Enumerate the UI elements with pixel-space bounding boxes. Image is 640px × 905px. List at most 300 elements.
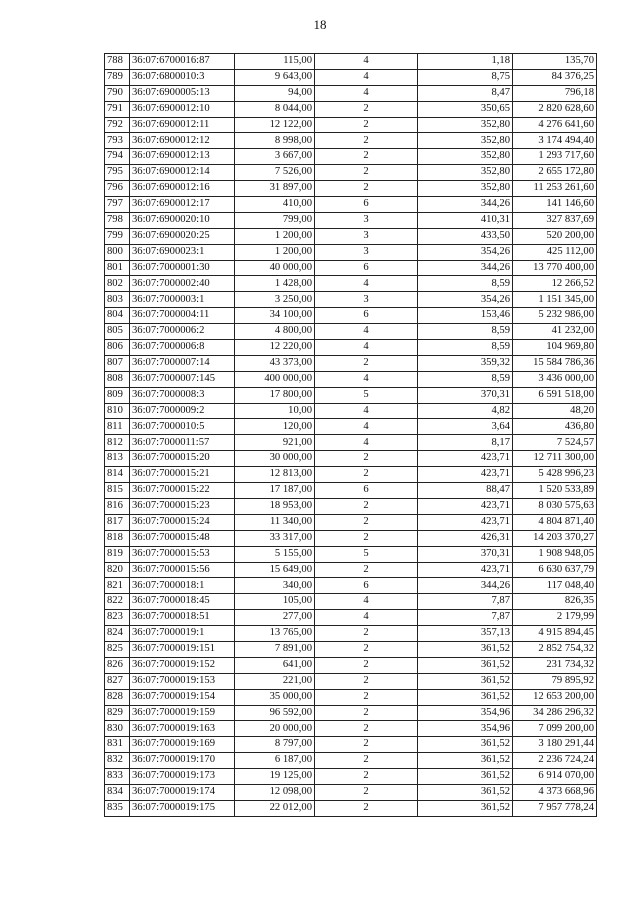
rate-cell: 361,52 <box>418 657 513 673</box>
rate-cell: 8,17 <box>418 435 513 451</box>
cadastral-number-cell: 36:07:7000019:154 <box>130 689 235 705</box>
table-row <box>105 721 597 737</box>
rate-cell: 8,59 <box>418 324 513 340</box>
category-cell: 2 <box>315 784 418 800</box>
area-cell: 22 012,00 <box>235 800 315 816</box>
row-number-cell: 788 <box>105 54 130 70</box>
area-cell: 1 200,00 <box>235 244 315 260</box>
cost-cell: 3 436 000,00 <box>513 371 597 387</box>
cadastral-number-cell: 36:07:7000019:173 <box>130 769 235 785</box>
table-row <box>105 641 597 657</box>
cost-cell: 3 180 291,44 <box>513 737 597 753</box>
category-cell: 2 <box>315 514 418 530</box>
area-cell: 19 125,00 <box>235 769 315 785</box>
cost-cell: 4 804 871,40 <box>513 514 597 530</box>
table-row <box>105 212 597 228</box>
area-cell: 94,00 <box>235 85 315 101</box>
category-cell: 2 <box>315 705 418 721</box>
area-cell: 4 800,00 <box>235 324 315 340</box>
cadastral-number-cell: 36:07:7000019:151 <box>130 641 235 657</box>
cadastral-number-cell: 36:07:6900023:1 <box>130 244 235 260</box>
area-cell: 17 187,00 <box>235 483 315 499</box>
table-row <box>105 610 597 626</box>
category-cell: 3 <box>315 212 418 228</box>
table-row <box>105 578 597 594</box>
area-cell: 6 187,00 <box>235 753 315 769</box>
table-row <box>105 387 597 403</box>
area-cell: 120,00 <box>235 419 315 435</box>
area-cell: 410,00 <box>235 197 315 213</box>
rate-cell: 1,18 <box>418 54 513 70</box>
category-cell: 4 <box>315 419 418 435</box>
rate-cell: 8,47 <box>418 85 513 101</box>
area-cell: 12 122,00 <box>235 117 315 133</box>
table-row <box>105 467 597 483</box>
category-cell: 2 <box>315 769 418 785</box>
area-cell: 7 526,00 <box>235 165 315 181</box>
row-number-cell: 817 <box>105 514 130 530</box>
rate-cell: 344,26 <box>418 260 513 276</box>
category-cell: 2 <box>315 101 418 117</box>
table-row <box>105 69 597 85</box>
area-cell: 1 428,00 <box>235 276 315 292</box>
land-plots-table <box>104 53 597 817</box>
table-row <box>105 737 597 753</box>
area-cell: 31 897,00 <box>235 181 315 197</box>
rate-cell: 8,75 <box>418 69 513 85</box>
table-row <box>105 260 597 276</box>
table-row <box>105 514 597 530</box>
cost-cell: 11 253 261,60 <box>513 181 597 197</box>
row-number-cell: 809 <box>105 387 130 403</box>
area-cell: 18 953,00 <box>235 498 315 514</box>
rate-cell: 354,96 <box>418 721 513 737</box>
category-cell: 3 <box>315 228 418 244</box>
category-cell: 4 <box>315 54 418 70</box>
area-cell: 7 891,00 <box>235 641 315 657</box>
cost-cell: 2 820 628,60 <box>513 101 597 117</box>
cost-cell: 2 655 172,80 <box>513 165 597 181</box>
cost-cell: 4 915 894,45 <box>513 626 597 642</box>
table-row <box>105 308 597 324</box>
rate-cell: 359,32 <box>418 355 513 371</box>
cadastral-number-cell: 36:07:7000015:56 <box>130 562 235 578</box>
cost-cell: 4 373 668,96 <box>513 784 597 800</box>
cost-cell: 425 112,00 <box>513 244 597 260</box>
cost-cell: 13 770 400,00 <box>513 260 597 276</box>
cost-cell: 2 852 754,32 <box>513 641 597 657</box>
rate-cell: 370,31 <box>418 546 513 562</box>
cost-cell: 2 236 724,24 <box>513 753 597 769</box>
area-cell: 35 000,00 <box>235 689 315 705</box>
cost-cell: 15 584 786,36 <box>513 355 597 371</box>
row-number-cell: 826 <box>105 657 130 673</box>
cost-cell: 796,18 <box>513 85 597 101</box>
rate-cell: 7,87 <box>418 594 513 610</box>
area-cell: 8 044,00 <box>235 101 315 117</box>
cost-cell: 231 734,32 <box>513 657 597 673</box>
cadastral-number-cell: 36:07:6900020:10 <box>130 212 235 228</box>
row-number-cell: 829 <box>105 705 130 721</box>
cadastral-number-cell: 36:07:7000019:159 <box>130 705 235 721</box>
table-row <box>105 276 597 292</box>
area-cell: 115,00 <box>235 54 315 70</box>
rate-cell: 352,80 <box>418 149 513 165</box>
cadastral-number-cell: 36:07:7000018:45 <box>130 594 235 610</box>
cost-cell: 1 520 533,89 <box>513 483 597 499</box>
rate-cell: 370,31 <box>418 387 513 403</box>
row-number-cell: 796 <box>105 181 130 197</box>
category-cell: 5 <box>315 546 418 562</box>
table-row <box>105 705 597 721</box>
cadastral-number-cell: 36:07:7000019:1 <box>130 626 235 642</box>
table-row <box>105 101 597 117</box>
area-cell: 13 765,00 <box>235 626 315 642</box>
category-cell: 2 <box>315 721 418 737</box>
cadastral-number-cell: 36:07:6900012:17 <box>130 197 235 213</box>
rate-cell: 423,71 <box>418 562 513 578</box>
cadastral-number-cell: 36:07:7000004:11 <box>130 308 235 324</box>
cost-cell: 84 376,25 <box>513 69 597 85</box>
table-row <box>105 133 597 149</box>
category-cell: 2 <box>315 641 418 657</box>
category-cell: 2 <box>315 165 418 181</box>
area-cell: 12 813,00 <box>235 467 315 483</box>
row-number-cell: 820 <box>105 562 130 578</box>
category-cell: 2 <box>315 737 418 753</box>
cadastral-number-cell: 36:07:7000019:175 <box>130 800 235 816</box>
rate-cell: 153,46 <box>418 308 513 324</box>
rate-cell: 354,96 <box>418 705 513 721</box>
cost-cell: 117 048,40 <box>513 578 597 594</box>
cost-cell: 7 099 200,00 <box>513 721 597 737</box>
cost-cell: 5 428 996,23 <box>513 467 597 483</box>
cadastral-number-cell: 36:07:7000015:24 <box>130 514 235 530</box>
category-cell: 6 <box>315 260 418 276</box>
cost-cell: 436,80 <box>513 419 597 435</box>
row-number-cell: 823 <box>105 610 130 626</box>
cadastral-number-cell: 36:07:7000019:153 <box>130 673 235 689</box>
area-cell: 40 000,00 <box>235 260 315 276</box>
cadastral-number-cell: 36:07:6900005:13 <box>130 85 235 101</box>
table-row <box>105 355 597 371</box>
row-number-cell: 830 <box>105 721 130 737</box>
area-cell: 34 100,00 <box>235 308 315 324</box>
cost-cell: 7 957 778,24 <box>513 800 597 816</box>
rate-cell: 361,52 <box>418 753 513 769</box>
row-number-cell: 807 <box>105 355 130 371</box>
rate-cell: 352,80 <box>418 181 513 197</box>
rate-cell: 354,26 <box>418 292 513 308</box>
row-number-cell: 821 <box>105 578 130 594</box>
rate-cell: 361,52 <box>418 784 513 800</box>
cadastral-number-cell: 36:07:7000003:1 <box>130 292 235 308</box>
cost-cell: 520 200,00 <box>513 228 597 244</box>
table-row <box>105 546 597 562</box>
cadastral-number-cell: 36:07:7000007:14 <box>130 355 235 371</box>
table-row <box>105 292 597 308</box>
category-cell: 4 <box>315 403 418 419</box>
table-row <box>105 594 597 610</box>
cost-cell: 6 591 518,00 <box>513 387 597 403</box>
cadastral-number-cell: 36:07:6900020:25 <box>130 228 235 244</box>
row-number-cell: 824 <box>105 626 130 642</box>
rate-cell: 423,71 <box>418 498 513 514</box>
area-cell: 12 098,00 <box>235 784 315 800</box>
cadastral-number-cell: 36:07:7000015:23 <box>130 498 235 514</box>
cost-cell: 1 908 948,05 <box>513 546 597 562</box>
table-row <box>105 419 597 435</box>
cadastral-number-cell: 36:07:7000006:8 <box>130 340 235 356</box>
row-number-cell: 791 <box>105 101 130 117</box>
cost-cell: 34 286 296,32 <box>513 705 597 721</box>
row-number-cell: 789 <box>105 69 130 85</box>
cadastral-number-cell: 36:07:7000019:170 <box>130 753 235 769</box>
rate-cell: 3,64 <box>418 419 513 435</box>
rate-cell: 8,59 <box>418 340 513 356</box>
table-row <box>105 340 597 356</box>
cost-cell: 8 030 575,63 <box>513 498 597 514</box>
rate-cell: 357,13 <box>418 626 513 642</box>
page-number: 18 <box>313 17 327 32</box>
area-cell: 17 800,00 <box>235 387 315 403</box>
category-cell: 2 <box>315 689 418 705</box>
cost-cell: 41 232,00 <box>513 324 597 340</box>
cadastral-number-cell: 36:07:7000019:174 <box>130 784 235 800</box>
table-row <box>105 562 597 578</box>
table-row <box>105 371 597 387</box>
row-number-cell: 806 <box>105 340 130 356</box>
row-number-cell: 812 <box>105 435 130 451</box>
cost-cell: 12 653 200,00 <box>513 689 597 705</box>
rate-cell: 352,80 <box>418 133 513 149</box>
table-row <box>105 228 597 244</box>
category-cell: 4 <box>315 340 418 356</box>
rate-cell: 344,26 <box>418 578 513 594</box>
category-cell: 4 <box>315 85 418 101</box>
category-cell: 5 <box>315 387 418 403</box>
cadastral-number-cell: 36:07:7000019:152 <box>130 657 235 673</box>
category-cell: 2 <box>315 657 418 673</box>
row-number-cell: 801 <box>105 260 130 276</box>
row-number-cell: 835 <box>105 800 130 816</box>
row-number-cell: 808 <box>105 371 130 387</box>
row-number-cell: 813 <box>105 451 130 467</box>
cadastral-number-cell: 36:07:7000008:3 <box>130 387 235 403</box>
category-cell: 2 <box>315 498 418 514</box>
category-cell: 4 <box>315 435 418 451</box>
row-number-cell: 810 <box>105 403 130 419</box>
rate-cell: 423,71 <box>418 467 513 483</box>
row-number-cell: 793 <box>105 133 130 149</box>
area-cell: 8 797,00 <box>235 737 315 753</box>
category-cell: 2 <box>315 133 418 149</box>
row-number-cell: 792 <box>105 117 130 133</box>
cadastral-number-cell: 36:07:6900012:14 <box>130 165 235 181</box>
cost-cell: 4 276 641,60 <box>513 117 597 133</box>
category-cell: 2 <box>315 530 418 546</box>
table-row <box>105 403 597 419</box>
category-cell: 6 <box>315 483 418 499</box>
cost-cell: 3 174 494,40 <box>513 133 597 149</box>
rate-cell: 8,59 <box>418 276 513 292</box>
category-cell: 2 <box>315 451 418 467</box>
rate-cell: 423,71 <box>418 514 513 530</box>
row-number-cell: 798 <box>105 212 130 228</box>
cost-cell: 6 914 070,00 <box>513 769 597 785</box>
table-row <box>105 244 597 260</box>
area-cell: 1 200,00 <box>235 228 315 244</box>
rate-cell: 361,52 <box>418 737 513 753</box>
row-number-cell: 800 <box>105 244 130 260</box>
cost-cell: 826,35 <box>513 594 597 610</box>
rate-cell: 7,87 <box>418 610 513 626</box>
area-cell: 5 155,00 <box>235 546 315 562</box>
category-cell: 2 <box>315 149 418 165</box>
rate-cell: 410,31 <box>418 212 513 228</box>
rate-cell: 361,52 <box>418 641 513 657</box>
rate-cell: 354,26 <box>418 244 513 260</box>
area-cell: 15 649,00 <box>235 562 315 578</box>
table-row <box>105 451 597 467</box>
category-cell: 3 <box>315 292 418 308</box>
table-row <box>105 54 597 70</box>
table-row <box>105 181 597 197</box>
area-cell: 641,00 <box>235 657 315 673</box>
cadastral-number-cell: 36:07:7000006:2 <box>130 324 235 340</box>
rate-cell: 433,50 <box>418 228 513 244</box>
row-number-cell: 797 <box>105 197 130 213</box>
row-number-cell: 795 <box>105 165 130 181</box>
row-number-cell: 834 <box>105 784 130 800</box>
table-row <box>105 498 597 514</box>
table-row <box>105 149 597 165</box>
area-cell: 11 340,00 <box>235 514 315 530</box>
category-cell: 2 <box>315 562 418 578</box>
row-number-cell: 794 <box>105 149 130 165</box>
rate-cell: 361,52 <box>418 800 513 816</box>
rate-cell: 88,47 <box>418 483 513 499</box>
table-row <box>105 435 597 451</box>
row-number-cell: 819 <box>105 546 130 562</box>
area-cell: 799,00 <box>235 212 315 228</box>
rate-cell: 8,59 <box>418 371 513 387</box>
cadastral-number-cell: 36:07:7000009:2 <box>130 403 235 419</box>
area-cell: 12 220,00 <box>235 340 315 356</box>
area-cell: 921,00 <box>235 435 315 451</box>
cadastral-number-cell: 36:07:6900012:11 <box>130 117 235 133</box>
row-number-cell: 811 <box>105 419 130 435</box>
area-cell: 3 667,00 <box>235 149 315 165</box>
area-cell: 20 000,00 <box>235 721 315 737</box>
category-cell: 2 <box>315 355 418 371</box>
category-cell: 4 <box>315 324 418 340</box>
rate-cell: 4,82 <box>418 403 513 419</box>
cost-cell: 14 203 370,27 <box>513 530 597 546</box>
category-cell: 2 <box>315 181 418 197</box>
cost-cell: 5 232 986,00 <box>513 308 597 324</box>
row-number-cell: 802 <box>105 276 130 292</box>
table-row <box>105 673 597 689</box>
cadastral-number-cell: 36:07:7000015:20 <box>130 451 235 467</box>
row-number-cell: 815 <box>105 483 130 499</box>
area-cell: 3 250,00 <box>235 292 315 308</box>
rate-cell: 426,31 <box>418 530 513 546</box>
cadastral-number-cell: 36:07:7000018:51 <box>130 610 235 626</box>
table-row <box>105 483 597 499</box>
category-cell: 6 <box>315 308 418 324</box>
area-cell: 10,00 <box>235 403 315 419</box>
cost-cell: 12 266,52 <box>513 276 597 292</box>
table-row <box>105 197 597 213</box>
category-cell: 2 <box>315 117 418 133</box>
category-cell: 2 <box>315 753 418 769</box>
table-row <box>105 165 597 181</box>
cadastral-number-cell: 36:07:7000019:169 <box>130 737 235 753</box>
rate-cell: 361,52 <box>418 689 513 705</box>
row-number-cell: 822 <box>105 594 130 610</box>
cadastral-number-cell: 36:07:7000002:40 <box>130 276 235 292</box>
table-row <box>105 324 597 340</box>
area-cell: 30 000,00 <box>235 451 315 467</box>
table-row <box>105 800 597 816</box>
rate-cell: 361,52 <box>418 769 513 785</box>
cadastral-number-cell: 36:07:7000015:22 <box>130 483 235 499</box>
cadastral-number-cell: 36:07:6700016:87 <box>130 54 235 70</box>
area-cell: 96 592,00 <box>235 705 315 721</box>
area-cell: 277,00 <box>235 610 315 626</box>
area-cell: 9 643,00 <box>235 69 315 85</box>
cadastral-number-cell: 36:07:7000015:21 <box>130 467 235 483</box>
rate-cell: 361,52 <box>418 673 513 689</box>
table-row <box>105 753 597 769</box>
row-number-cell: 804 <box>105 308 130 324</box>
cost-cell: 141 146,60 <box>513 197 597 213</box>
cost-cell: 1 151 345,00 <box>513 292 597 308</box>
cost-cell: 327 837,69 <box>513 212 597 228</box>
cadastral-number-cell: 36:07:6900012:10 <box>130 101 235 117</box>
rate-cell: 352,80 <box>418 117 513 133</box>
category-cell: 2 <box>315 626 418 642</box>
cadastral-number-cell: 36:07:7000001:30 <box>130 260 235 276</box>
area-cell: 43 373,00 <box>235 355 315 371</box>
row-number-cell: 832 <box>105 753 130 769</box>
category-cell: 2 <box>315 673 418 689</box>
cost-cell: 135,70 <box>513 54 597 70</box>
cadastral-number-cell: 36:07:7000010:5 <box>130 419 235 435</box>
table-row <box>105 117 597 133</box>
cadastral-number-cell: 36:07:6900012:16 <box>130 181 235 197</box>
cost-cell: 1 293 717,60 <box>513 149 597 165</box>
table-row <box>105 784 597 800</box>
category-cell: 4 <box>315 69 418 85</box>
table-row <box>105 626 597 642</box>
row-number-cell: 803 <box>105 292 130 308</box>
cadastral-number-cell: 36:07:7000007:145 <box>130 371 235 387</box>
table-row <box>105 530 597 546</box>
category-cell: 3 <box>315 244 418 260</box>
cadastral-number-cell: 36:07:6900012:13 <box>130 149 235 165</box>
cost-cell: 7 524,57 <box>513 435 597 451</box>
area-cell: 105,00 <box>235 594 315 610</box>
row-number-cell: 831 <box>105 737 130 753</box>
row-number-cell: 814 <box>105 467 130 483</box>
area-cell: 400 000,00 <box>235 371 315 387</box>
row-number-cell: 827 <box>105 673 130 689</box>
category-cell: 6 <box>315 197 418 213</box>
category-cell: 4 <box>315 610 418 626</box>
table-body <box>105 54 597 817</box>
